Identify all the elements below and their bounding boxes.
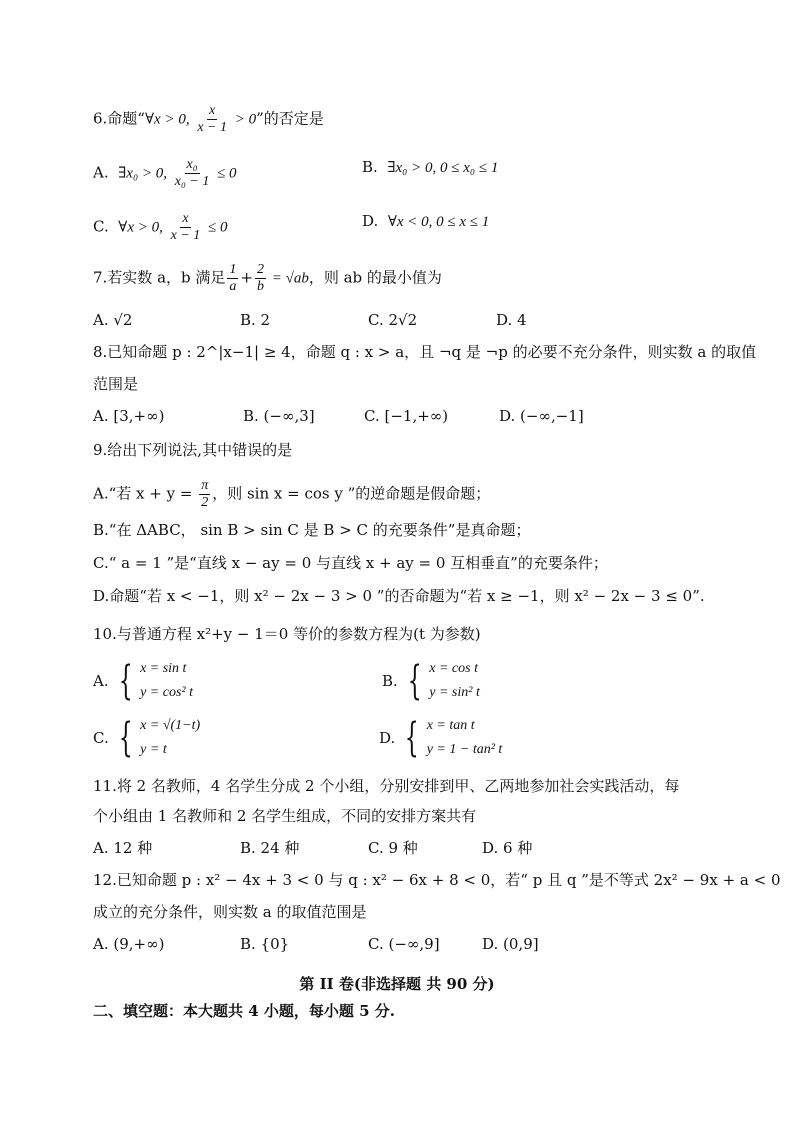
q6-stem — [93, 103, 324, 136]
q10-option-c-rows — [140, 714, 200, 762]
q8-stem-line-1: 8.已知命题 p : 2^|x−1| ≥ 4，命题 q : x > a，且 ¬q 是 ¬p 的必要不充分条件，则实数 a 的取值 — [93, 343, 757, 361]
q12-stem-line-2: 成立的充分条件，则实数 a 的取值范围是 — [93, 903, 367, 921]
q6-stem-fraction — [195, 103, 229, 136]
q9-option-c: C.“ a = 1 ”是“直线 x − ay = 0 与直线 x + ay = 0 互相垂直”的充要条件； — [93, 554, 608, 572]
q12-option-b: B. {0} — [240, 935, 290, 953]
q11-option-a: A. 12 种 — [93, 839, 153, 857]
q6-stem-prefix: 6.命题“ — [93, 109, 145, 128]
q10-option-a-row-1: x = sin t — [140, 661, 187, 676]
q6-option-b-math: ∃x₀ > 0, 0 ≤ x₀ ≤ 1 — [387, 160, 499, 176]
q8-stem-line-2: 范围是 — [93, 375, 139, 393]
q10-option-b — [382, 657, 480, 705]
q10-option-b-label: B. — [382, 672, 398, 690]
q6-option-c-math: ∀x > 0, — [118, 219, 167, 236]
q7-frac-1-den: a — [229, 279, 237, 294]
q11-option-c: C. 9 种 — [368, 839, 418, 857]
q6-option-a-math: ∃x₀ > 0, — [118, 165, 171, 182]
q7-frac-2-num: 2 — [256, 262, 264, 277]
q10-option-c-system — [93, 714, 200, 762]
q6-option-c-fraction — [169, 211, 203, 244]
q6-option-a-fraction — [173, 157, 212, 190]
q7-frac-2 — [255, 262, 266, 295]
q10-option-a-label: A. — [93, 672, 109, 690]
q8-option-d: D. (−∞,−1] — [499, 407, 584, 425]
q10-option-a-system — [93, 657, 193, 705]
q10-option-c — [93, 714, 200, 762]
section-2-title: 第 II 卷(非选择题 共 90 分) — [299, 975, 495, 993]
q7-option-d: D. 4 — [496, 311, 527, 329]
q9-option-a-frac-num: π — [201, 478, 209, 493]
q6-option-a-frac-num: x₀ — [186, 157, 198, 172]
q6-option-a-frac-den: x₀ − 1 — [174, 174, 210, 189]
q8-option-a: A. [3,+∞) — [93, 407, 165, 425]
q10-option-b-system — [382, 657, 480, 705]
q6-option-a-math-b: ≤ 0 — [213, 165, 237, 182]
q7-frac-2-den: b — [256, 279, 264, 294]
q9-option-a-fraction — [199, 478, 210, 511]
q12-option-a: A. (9,+∞) — [93, 935, 165, 953]
q6-option-c-frac-den: x − 1 — [170, 228, 201, 243]
q7-option-b: B. 2 — [240, 311, 271, 329]
q10-option-c-row-1: x = √(1−t) — [140, 718, 201, 733]
q6-option-d-math: ∀x < 0, 0 ≤ x ≤ 1 — [387, 214, 490, 230]
q11-stem-line-1: 11.将 2 名教师，4 名学生分成 2 个小组，分别安排到甲、乙两地参加社会实践活动，每 — [93, 777, 680, 795]
q10-option-d-row-2: y = 1 − tan² t — [426, 742, 503, 757]
q10-option-a — [93, 657, 193, 705]
q6-option-b — [362, 157, 498, 178]
q7-stem-prefix: 7.若实数 a，b 满足 — [93, 268, 226, 287]
q9-option-d: D.命题“若 x < −1，则 x² − 2x − 3 > 0 ”的否命题为“若 x ≥ −1，则 x² − 2x − 3 ≤ 0”. — [93, 587, 705, 605]
q10-option-c-label: C. — [93, 729, 109, 747]
q6-option-c-math-b: ≤ 0 — [204, 219, 228, 236]
q10-option-d-row-1: x = tan t — [426, 718, 475, 733]
q6-option-b-label: B. — [362, 158, 378, 176]
q7-option-c: C. 2√2 — [368, 311, 418, 329]
q8-option-c: C. [−1,+∞) — [364, 407, 449, 425]
q10-option-a-row-2: y = cos² t — [140, 685, 193, 700]
q6-option-c — [93, 211, 228, 244]
q12-stem-line-1: 12.已知命题 p : x² − 4x + 3 < 0 与 q : x² − 6x + 8 < 0，若“ p 且 q ”是不等式 2x² − 9x + a < 0 — [93, 871, 781, 889]
q7-frac-1 — [227, 262, 238, 295]
q9-option-a — [93, 478, 490, 511]
q10-stem: 10.与普通方程 x²+y − 1＝0 等价的参数方程为(t 为参数) — [93, 625, 481, 643]
q9-option-a-suffix: ，则 sin x = cos y ”的逆命题是假命题； — [212, 484, 491, 503]
left-brace-icon: { — [407, 658, 422, 704]
q12-option-d: D. (0,9] — [482, 935, 539, 953]
q6-option-d-label: D. — [362, 212, 379, 230]
left-brace-icon: { — [118, 658, 133, 704]
q9-stem: 9.给出下列说法,其中错误的是 — [93, 441, 293, 459]
q7-plus: + — [240, 268, 253, 287]
q6-stem-math: ∀x > 0, — [144, 111, 194, 128]
q12-option-c: C. (−∞,9] — [368, 935, 440, 953]
q10-option-b-row-2: y = sin² t — [429, 685, 480, 700]
left-brace-icon: { — [404, 715, 419, 761]
q11-option-b: B. 24 种 — [240, 839, 300, 857]
q10-option-b-row-1: x = cos t — [429, 661, 478, 676]
q7-frac-1-num: 1 — [229, 262, 237, 277]
q9-option-a-frac-den: 2 — [201, 495, 209, 510]
section-2-heading: 二、填空题：本大题共 4 小题，每小题 5 分. — [93, 1002, 395, 1020]
q11-stem-line-2: 个小组由 1 名教师和 2 名学生组成，不同的安排方案共有 — [93, 807, 477, 825]
q6-stem-frac-num: x — [209, 103, 216, 118]
q6-option-d — [362, 211, 489, 232]
q9-option-b: B.“在 ΔABC， sin B > sin C 是 B > C 的充要条件”是真命题； — [93, 521, 531, 539]
q7-equality: = √ab — [267, 270, 309, 287]
q6-stem-frac-den: x − 1 — [197, 120, 227, 135]
q6-option-a — [93, 157, 237, 190]
q7-stem-suffix: ，则 ab 的最小值为 — [308, 268, 442, 287]
q6-option-c-frac-num: x — [182, 211, 189, 226]
q7-option-a: A. √2 — [93, 311, 133, 329]
q6-option-c-label: C. — [93, 217, 109, 236]
q9-option-a-prefix: A.“若 x + y = — [93, 484, 198, 503]
q11-option-d: D. 6 种 — [482, 839, 533, 857]
left-brace-icon: { — [118, 715, 133, 761]
q10-option-d-rows — [427, 714, 503, 762]
q7-stem — [93, 262, 442, 295]
q8-option-b: B. (−∞,3] — [243, 407, 315, 425]
q10-option-b-rows — [429, 657, 480, 705]
q6-option-a-label: A. — [93, 163, 109, 182]
q6-stem-math-b: > 0 — [231, 111, 257, 128]
q10-option-a-rows — [140, 657, 193, 705]
q10-option-d-system — [379, 714, 502, 762]
q10-option-d — [379, 714, 502, 762]
q10-option-d-label: D. — [379, 729, 396, 747]
q10-option-c-row-2: y = t — [140, 742, 167, 757]
q6-stem-suffix: ”的否定是 — [256, 109, 324, 128]
